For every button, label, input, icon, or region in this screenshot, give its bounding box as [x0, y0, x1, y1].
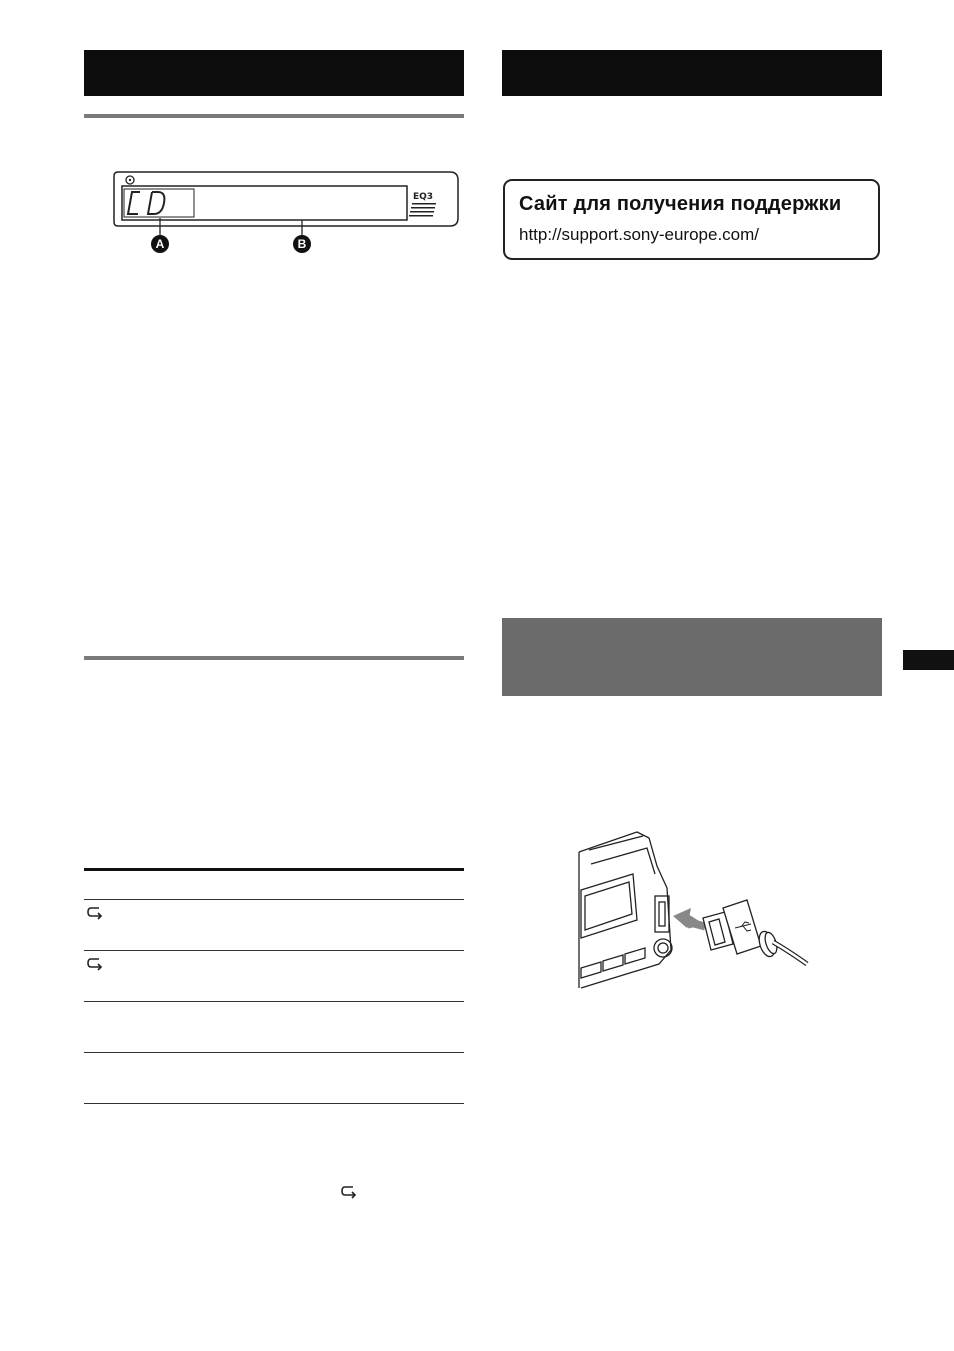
right-section-gray-header — [502, 618, 882, 696]
left-subsection-rule-2 — [84, 656, 464, 660]
table-bottom-rule — [84, 1103, 464, 1104]
left-subsection-rule-1 — [84, 114, 464, 118]
table-row-divider-1 — [84, 899, 464, 900]
support-site-title: Сайт для получения поддержки — [519, 193, 842, 215]
support-site-box — [503, 179, 880, 260]
support-site-url[interactable]: http://support.sony-europe.com/ — [519, 225, 760, 244]
table-row-divider-3 — [84, 1001, 464, 1002]
repeat-arrow-icon — [86, 906, 106, 922]
right-section-header-bar — [502, 50, 882, 96]
left-section-header-bar — [84, 50, 464, 96]
table-row-divider-2 — [84, 950, 464, 951]
repeat-arrow-icon — [86, 957, 106, 973]
callout-b-badge: B — [293, 235, 311, 253]
table-top-rule — [84, 868, 464, 871]
page-edge-tab — [903, 650, 954, 670]
repeat-arrow-icon — [340, 1185, 360, 1201]
svg-text:EQ3: EQ3 — [413, 192, 434, 202]
usb-connection-illustration — [575, 828, 810, 990]
callout-a-badge: A — [151, 235, 169, 253]
table-row-divider-4 — [84, 1052, 464, 1053]
